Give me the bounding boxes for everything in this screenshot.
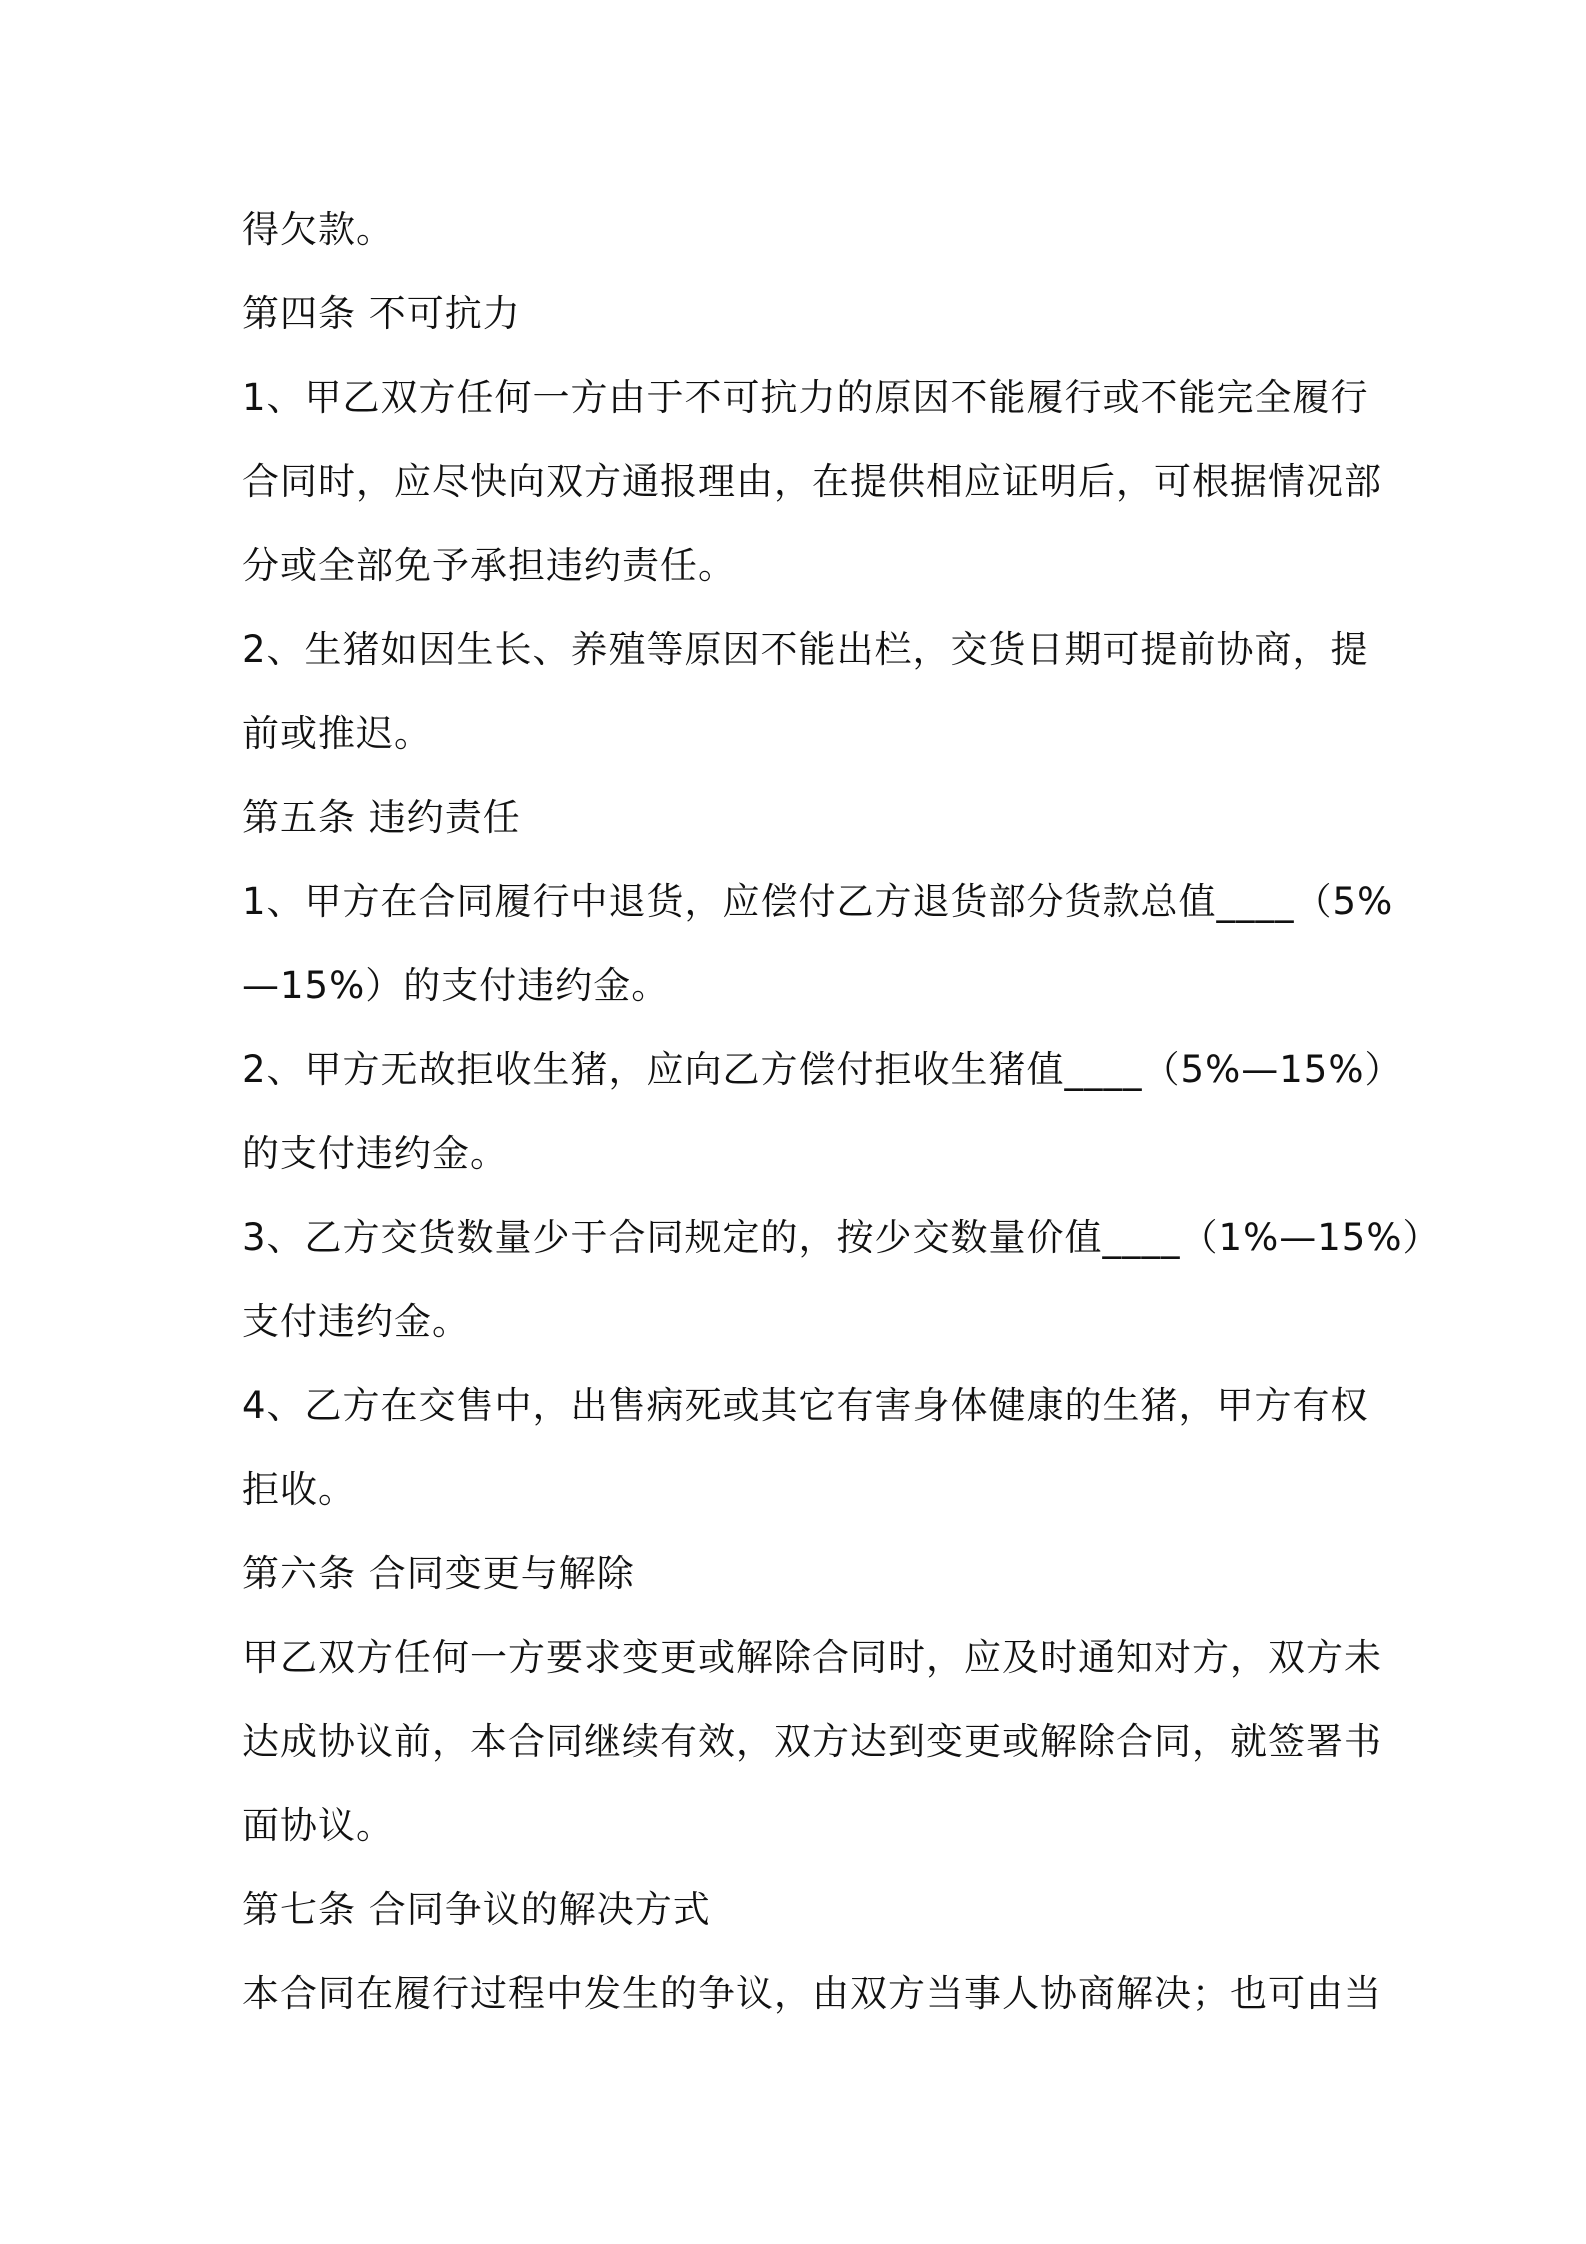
text-line: 甲乙双方任何一方要求变更或解除合同时，应及时通知对方，双方未: [242, 1636, 1382, 1679]
text-line: —15%）的支付违约金。: [242, 964, 670, 1007]
text-line: 1、甲乙双方任何一方由于不可抗力的原因不能履行或不能完全履行: [242, 376, 1369, 419]
text-line: 得欠款。: [242, 208, 394, 251]
text-line: 本合同在履行过程中发生的争议，由双方当事人协商解决；也可由当: [242, 1972, 1382, 2015]
text-line: 2、甲方无故拒收生猪，应向乙方偿付拒收生猪值____（5%—15%）: [242, 1048, 1403, 1091]
text-line: 达成协议前，本合同继续有效，双方达到变更或解除合同，就签署书: [242, 1720, 1382, 1763]
article-heading: 第四条 不可抗力: [242, 292, 521, 335]
text-line: 支付违约金。: [242, 1300, 470, 1343]
text-line: 拒收。: [242, 1468, 356, 1511]
text-line: 4、乙方在交售中，出售病死或其它有害身体健康的生猪，甲方有权: [242, 1384, 1369, 1427]
text-line: 1、甲方在合同履行中退货，应偿付乙方退货部分货款总值____（5%: [242, 880, 1394, 923]
text-line: 2、生猪如因生长、养殖等原因不能出栏，交货日期可提前协商，提: [242, 628, 1369, 671]
text-line: 合同时，应尽快向双方通报理由，在提供相应证明后，可根据情况部: [242, 460, 1382, 503]
text-line: 前或推迟。: [242, 712, 432, 755]
article-heading: 第六条 合同变更与解除: [242, 1552, 635, 1595]
article-heading: 第五条 违约责任: [242, 796, 521, 839]
article-heading: 第七条 合同争议的解决方式: [242, 1888, 711, 1931]
text-line: 的支付违约金。: [242, 1132, 508, 1175]
text-line: 面协议。: [242, 1804, 394, 1847]
text-line: 分或全部免予承担违约责任。: [242, 544, 736, 587]
text-line: 3、乙方交货数量少于合同规定的，按少交数量价值____（1%—15%）: [242, 1216, 1441, 1259]
